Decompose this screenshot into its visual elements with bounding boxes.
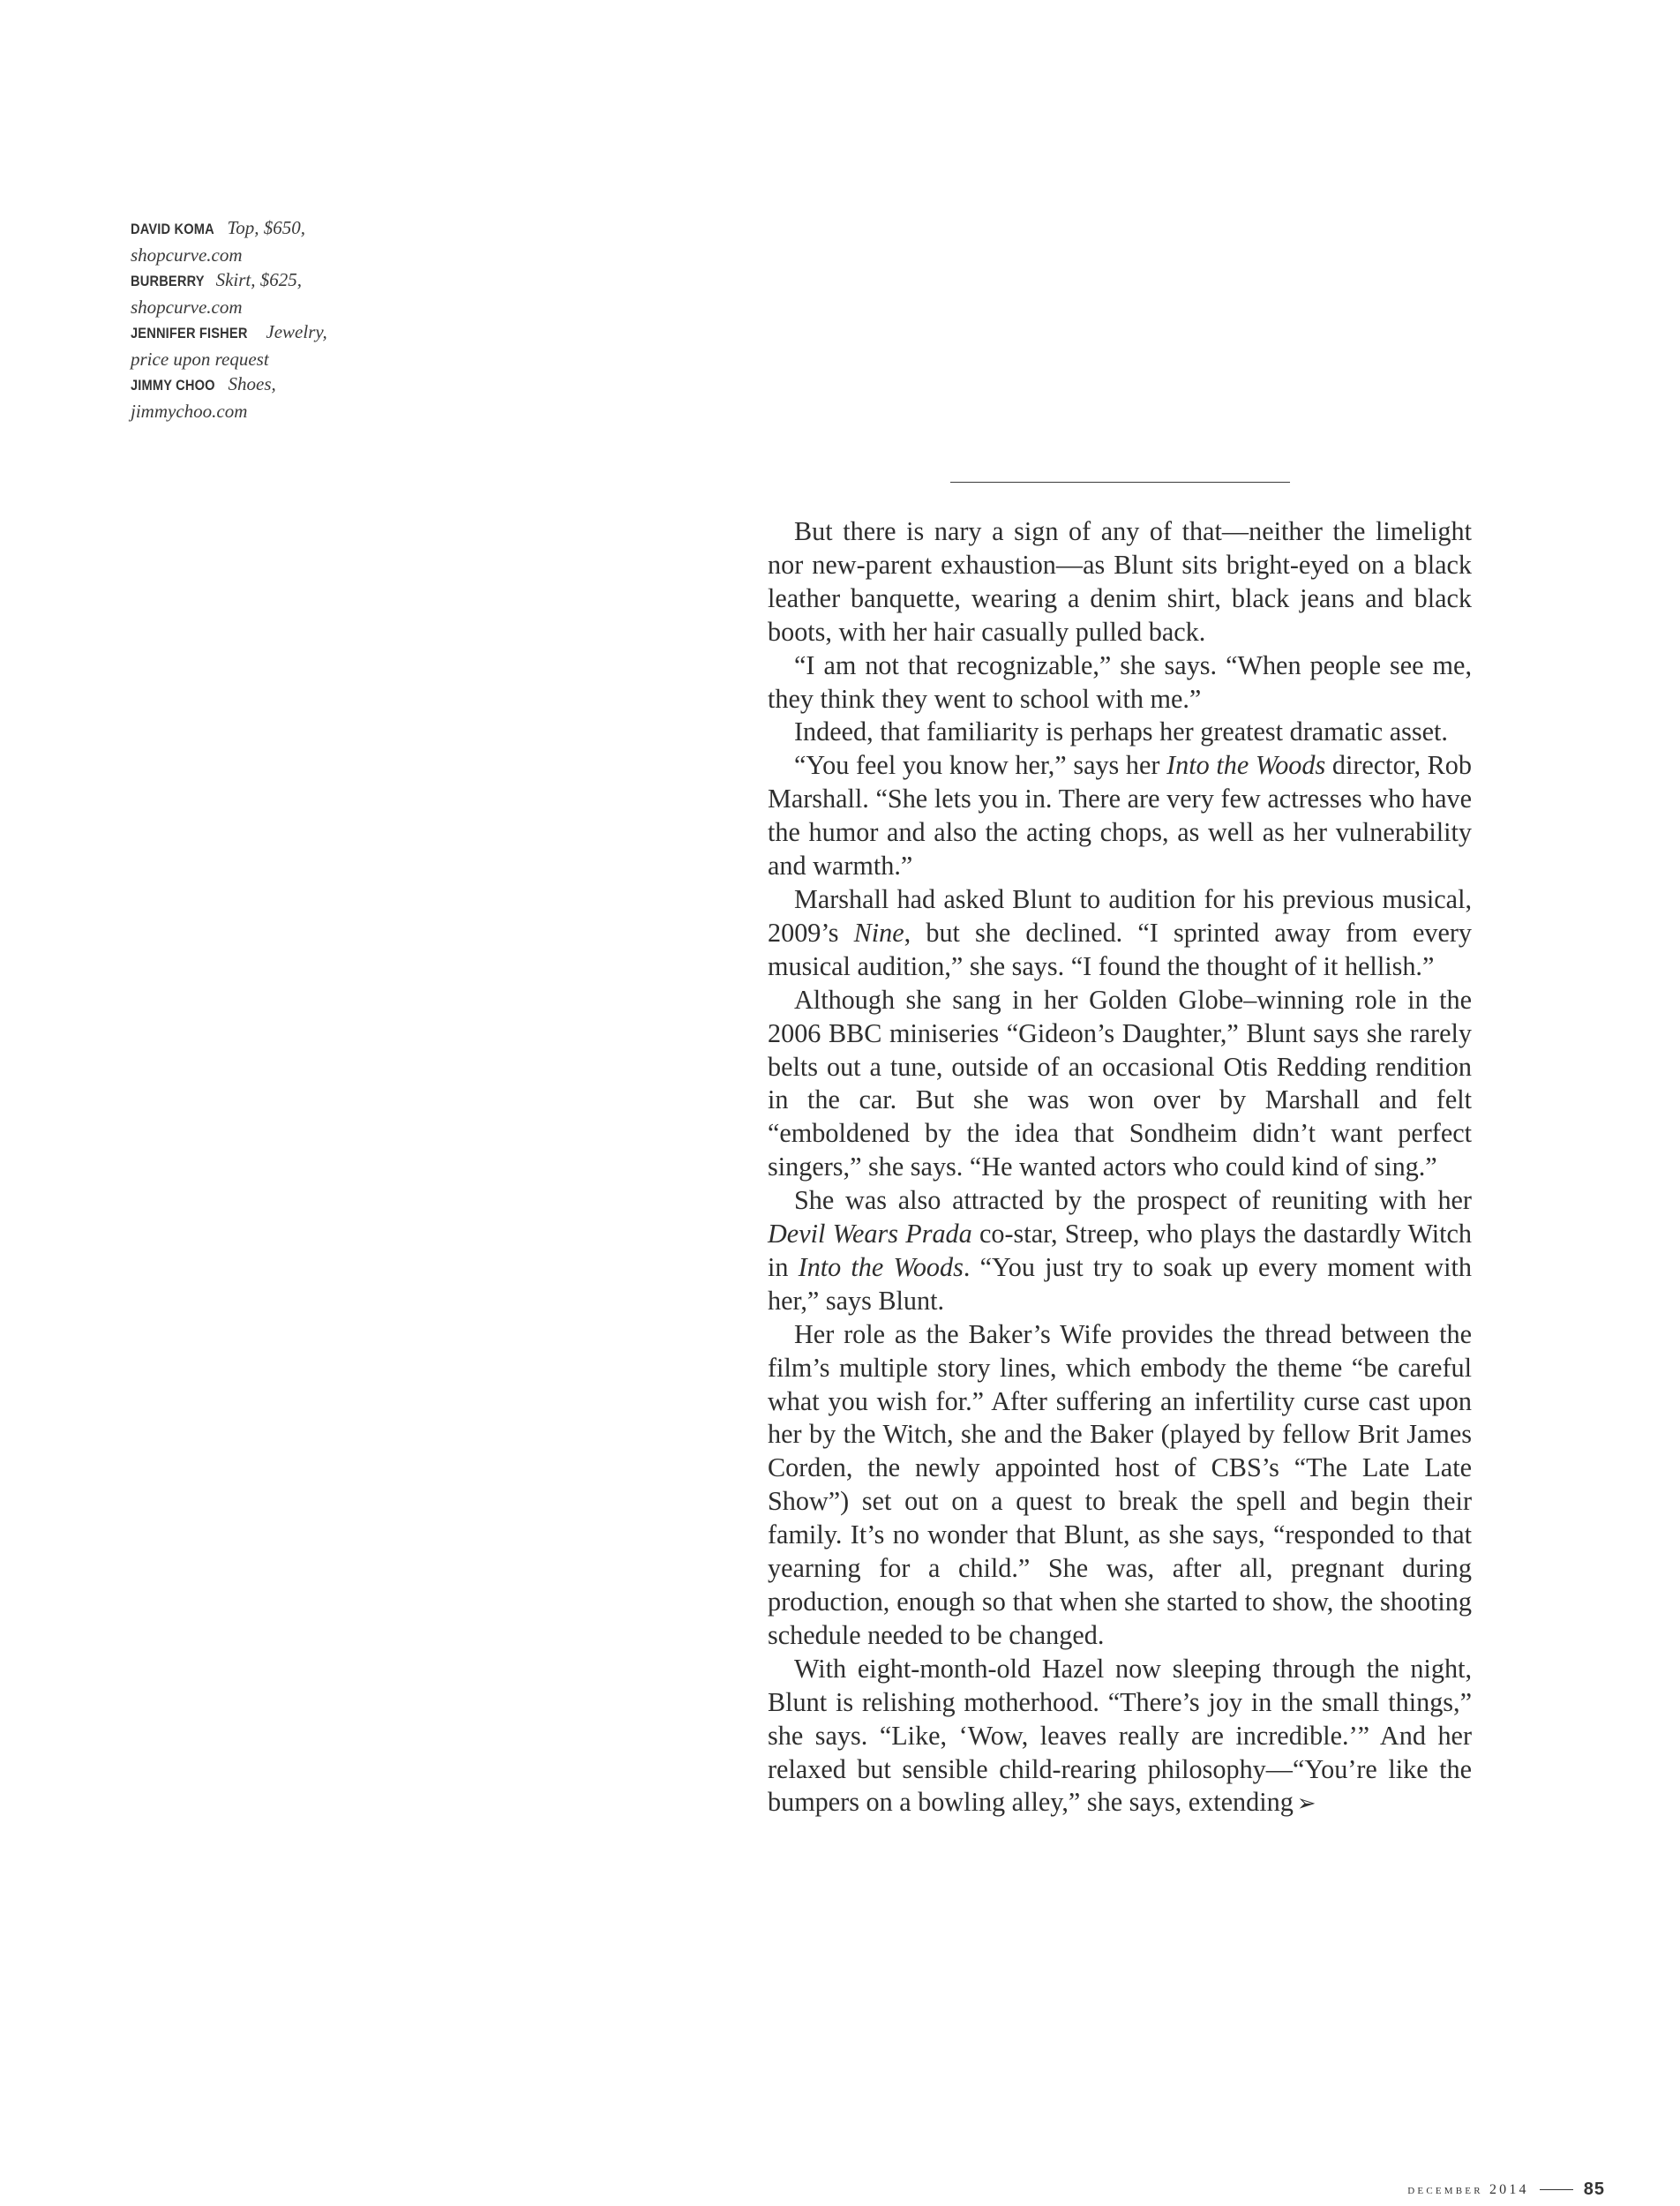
film-title: Into the Woods: [1166, 750, 1326, 781]
credit-brand: DAVID KOMA: [131, 221, 214, 237]
text-run: director, Rob Marshall. “She lets you in. There are very few actresses who have the humor and also the acting chops, as well as her vulnerability and warmth.”: [768, 750, 1472, 882]
article-paragraph: [768, 1184, 1472, 1318]
credit-detail: Top, $650, shopcurve.com: [131, 217, 306, 266]
article-paragraph: Although she sang in her Golden Globe–winning role in the 2006 BBC miniseries “Gideon’s Daughter,” Blunt says she rarely belts out a tune, outside of an occasional Otis Redding rendition in the car. But she was won over by Marshall and felt “emboldened by the idea that Sondheim didn’t want perfect singers,” she says. “He wanted actors who could kind of sing.”: [768, 984, 1472, 1182]
footer-dash: [1540, 2189, 1573, 2190]
article-paragraph: [768, 883, 1472, 984]
credit-brand: BURBERRY: [131, 273, 205, 289]
film-title: Nine: [853, 917, 904, 948]
article-paragraph: [768, 749, 1472, 883]
article-body: [768, 515, 1472, 1821]
credit-detail: Jewelry, price upon request: [131, 321, 327, 370]
film-title: Devil Wears Prada: [768, 1219, 972, 1249]
credit-item: [131, 371, 360, 424]
continue-arrow-icon: ➢: [1296, 1790, 1316, 1818]
credit-detail: Skirt, $625, shopcurve.com: [131, 269, 302, 318]
page-footer: [1407, 2180, 1605, 2200]
text-run: co-star, Streep, who plays the dastardly Witch in: [768, 1219, 1473, 1282]
text-run: She was also attracted by the prospect of reuniting with her: [794, 1185, 1472, 1216]
article-paragraph: Her role as the Baker’s Wife provides the thread between the film’s multiple story lines, which embody the theme “be careful what you wish for.” After suffering an infertility curse cast upon her by the Witch, she and the Baker (played by fellow Brit James Corden, the newly appointed host of CBS’s “The Late Late Show”) set out on a quest to break the spell and begin their family. It’s no wonder that Blunt, as she says, “responded to that yearning for a child.” She was, after all, pregnant during production, enough so that when she started to show, the shooting schedule needed to be changed.: [768, 1318, 1472, 1650]
text-run: With eight-month-old Hazel now sleeping through the night, Blunt is relishing motherhood. “There’s joy in the small things,” she says. “Like, ‘Wow, leaves really are incredible.’” And her relaxed but sensible child-rearing philosophy—“You’re like the bumpers on a bowling alley,” she says, extending: [768, 1653, 1472, 1818]
credit-item: [131, 215, 360, 267]
text-run: “You feel you know her,” says her: [794, 750, 1167, 781]
section-divider: [950, 482, 1290, 483]
credit-item: [131, 319, 360, 371]
film-title: Into the Woods: [798, 1251, 964, 1282]
text-run: , but she declined. “I sprinted away from every musical audition,” she says. “I found the thought of it hellish.”: [768, 917, 1473, 981]
text-run: Marshall had asked Blunt to audition for his previous musical, 2009’s: [768, 883, 1472, 948]
fashion-credits: [131, 215, 360, 424]
credit-brand: JENNIFER FISHER: [131, 325, 248, 341]
credit-brand: JIMMY CHOO: [131, 377, 215, 394]
text-run: . “You just try to soak up every moment with her,” says Blunt.: [768, 1251, 1472, 1316]
article-paragraph: [768, 1653, 1472, 1822]
article-paragraph: But there is nary a sign of any of that—neither the limelight nor new-parent exhaustion—as Blunt sits bright-eyed on a black leather banquette, wearing a denim shirt, black jeans and black boots, with her hair casually pulled back.: [768, 516, 1472, 647]
issue-date: december 2014: [1407, 2181, 1529, 2197]
article-paragraph: “I am not that recognizable,” she says. “When people see me, they think they went to school with me.”: [768, 649, 1472, 714]
page-number: 85: [1583, 2180, 1605, 2199]
credit-item: [131, 267, 360, 319]
credit-detail: Shoes, jimmychoo.com: [131, 373, 276, 422]
article-paragraph: Indeed, that familiarity is perhaps her greatest dramatic asset.: [794, 717, 1448, 747]
